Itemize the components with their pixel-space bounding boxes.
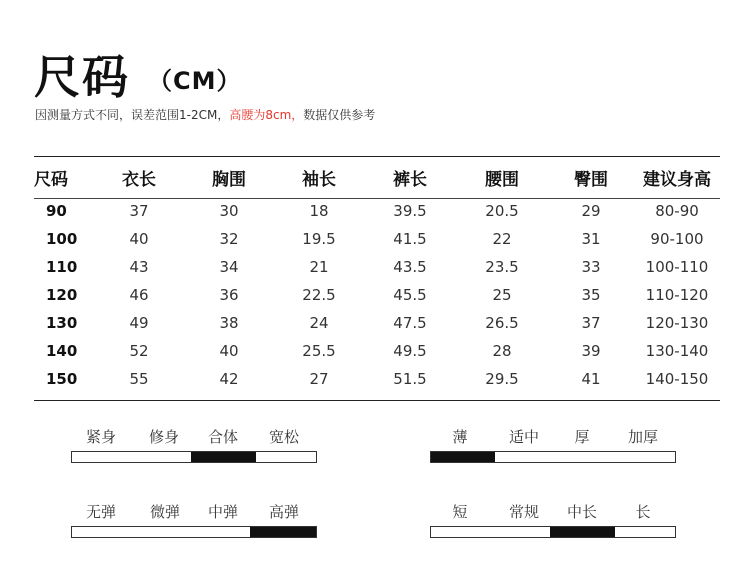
elasticity-label-none: 无弹 [85,503,116,521]
page-title [34,40,242,104]
table-cell: 45.5 [393,286,427,304]
header-chest: 胸围 [212,169,246,190]
table-cell: 36 [219,286,239,304]
note-highlight: 高腰为8cm， [229,108,304,122]
table-cell: 90-100 [650,230,704,248]
table-cell: 29 [581,202,601,220]
table-cell: 22 [492,230,512,248]
table-cell: 43 [129,258,149,276]
table-cell: 40 [219,342,239,360]
table-row [34,281,720,309]
size-table [34,157,720,393]
table-row [34,197,720,225]
table-cell: 49 [129,314,149,332]
table-cell: 140-150 [645,370,709,388]
header-body-length: 衣长 [122,169,156,190]
thickness-label-extra-thick: 加厚 [627,428,658,446]
table-cell: 47.5 [393,314,427,332]
size-cell: 130 [46,314,78,332]
table-bottom-rule [34,400,720,401]
table-cell: 24 [309,314,329,332]
table-cell: 26.5 [485,314,519,332]
table-cell: 40 [129,230,149,248]
table-cell: 29.5 [485,370,519,388]
elasticity-label-slight: 微弹 [149,503,180,521]
table-cell: 110-120 [645,286,709,304]
length-label-midi: 中长 [566,503,597,521]
table-cell: 21 [309,258,329,276]
fit-label-loose: 宽松 [268,428,299,446]
table-cell: 46 [129,286,149,304]
elasticity-label-medium: 中弹 [207,503,238,521]
header-sleeve: 袖长 [302,169,336,190]
table-cell: 37 [581,314,601,332]
table-cell: 43.5 [393,258,427,276]
size-cell: 90 [46,202,67,220]
table-cell: 41.5 [393,230,427,248]
elasticity-bar-fill [250,527,316,537]
table-cell: 19.5 [302,230,336,248]
length-label-long: 长 [635,503,651,521]
thickness-label-thick: 厚 [574,428,590,446]
header-height: 建议身高 [643,169,711,190]
elasticity-label-high: 高弹 [268,503,299,521]
measurement-note [35,106,375,123]
table-cell: 39.5 [393,202,427,220]
header-waist: 腰围 [485,169,519,190]
table-cell: 32 [219,230,239,248]
length-label-short: 短 [452,503,468,521]
header-size: 尺码 [34,169,68,190]
size-cell: 110 [46,258,78,276]
note-prefix: 因测量方式不同，误差范围1-2CM， [35,108,230,122]
thickness-label-thin: 薄 [452,428,468,446]
elasticity-scale [71,501,317,521]
table-cell: 42 [219,370,239,388]
fit-bar-fill [191,452,256,462]
table-cell: 22.5 [302,286,336,304]
header-pants-length: 裤长 [393,169,427,190]
length-bar [430,526,676,538]
fit-bar [71,451,317,463]
length-scale [430,501,676,521]
table-cell: 38 [219,314,239,332]
header-hip: 臀围 [574,169,608,190]
title-unit: （CM） [148,67,242,95]
table-cell: 25 [492,286,512,304]
table-row [34,337,720,365]
table-row [34,225,720,253]
table-cell: 120-130 [645,314,709,332]
table-cell: 25.5 [302,342,336,360]
table-cell: 34 [219,258,239,276]
size-cell: 150 [46,370,78,388]
note-suffix: 数据仅供参考 [303,108,376,122]
size-cell: 120 [46,286,78,304]
table-cell: 41 [581,370,601,388]
thickness-scale [430,426,676,446]
table-header-row [34,157,720,197]
table-cell: 33 [581,258,601,276]
length-bar-fill [550,527,615,537]
fit-scale [71,426,317,446]
table-row [34,309,720,337]
elasticity-bar [71,526,317,538]
table-cell: 52 [129,342,149,360]
thickness-bar-fill [431,452,495,462]
table-cell: 35 [581,286,601,304]
fit-label-tight: 紧身 [85,428,116,446]
table-cell: 49.5 [393,342,427,360]
table-cell: 20.5 [485,202,519,220]
table-cell: 55 [129,370,149,388]
thickness-bar [430,451,676,463]
table-cell: 130-140 [645,342,709,360]
fit-label-slim: 修身 [148,428,179,446]
table-cell: 18 [309,202,329,220]
table-cell: 23.5 [485,258,519,276]
table-row [34,365,720,393]
table-cell: 28 [492,342,512,360]
title-main: 尺码 [34,50,130,104]
fit-label-regular: 合体 [207,428,238,446]
table-cell: 39 [581,342,601,360]
table-cell: 27 [309,370,329,388]
table-cell: 30 [219,202,239,220]
length-label-regular: 常规 [508,503,539,521]
table-cell: 51.5 [393,370,427,388]
table-row [34,253,720,281]
thickness-label-moderate: 适中 [508,428,539,446]
table-cell: 100-110 [645,258,709,276]
size-cell: 140 [46,342,78,360]
table-cell: 80-90 [655,202,699,220]
table-cell: 37 [129,202,149,220]
table-cell: 31 [581,230,601,248]
size-cell: 100 [46,230,78,248]
